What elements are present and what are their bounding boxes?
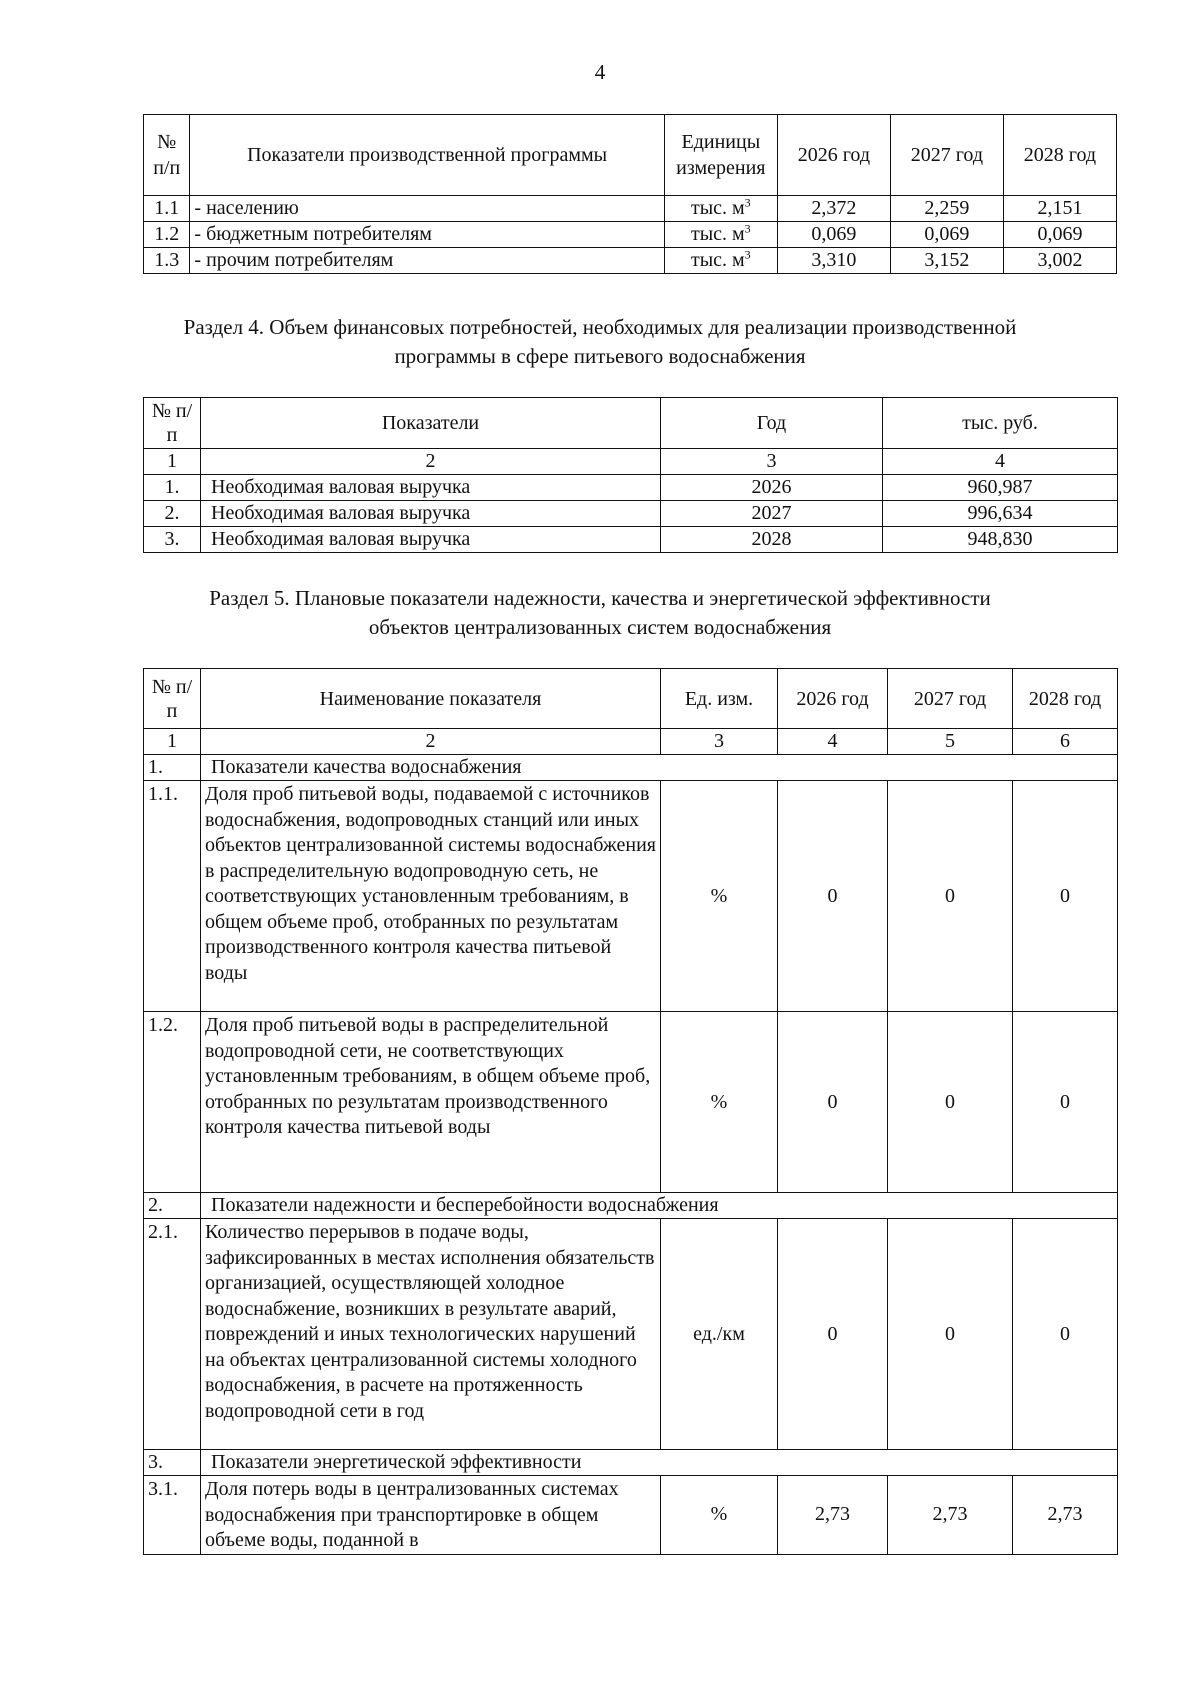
- group-title: Показатели надежности и бесперебойности водоснабжения: [201, 1193, 1118, 1219]
- table-header-row: [144, 115, 1117, 196]
- value-2027: 0: [888, 1219, 1013, 1450]
- row-year: 2026: [661, 475, 883, 501]
- value-2027: 0: [888, 1012, 1013, 1193]
- row-num: 1.2: [144, 222, 190, 248]
- section5-title-line1: Раздел 5. Плановые показатели надежности, качества и энергетической эффективности: [209, 586, 991, 610]
- value-2027: 2,259: [890, 196, 1003, 222]
- table-row: [144, 1219, 1118, 1450]
- row-name: Необходимая валовая выручка: [201, 475, 661, 501]
- col-number: 3: [661, 729, 778, 755]
- header-2028: 2028 год: [1013, 669, 1118, 729]
- col-number: 1: [144, 449, 201, 475]
- row-num: 1.2.: [144, 1012, 201, 1193]
- row-unit: %: [661, 1476, 778, 1555]
- section4-title-line2: программы в сфере питьевого водоснабжения: [394, 344, 806, 368]
- page-number: 4: [594, 60, 606, 84]
- header-2027: 2027 год: [888, 669, 1013, 729]
- value-2028: 3,002: [1003, 248, 1116, 274]
- row-name: - бюджетным потребителям: [190, 222, 664, 248]
- table-row: [144, 475, 1118, 501]
- row-unit: %: [661, 781, 778, 1012]
- header-num: № п/п: [144, 669, 201, 729]
- header-num: № п/п: [144, 398, 201, 449]
- unit-sup: 3: [744, 247, 751, 262]
- row-unit: ед./км: [661, 1219, 778, 1450]
- header-2028: 2028 год: [1003, 115, 1116, 196]
- row-name: Необходимая валовая выручка: [201, 501, 661, 527]
- value-2028: 0: [1013, 1012, 1118, 1193]
- value-2028: 0: [1013, 781, 1118, 1012]
- group-title: Показатели энергетической эффективности: [201, 1450, 1118, 1476]
- row-year: 2027: [661, 501, 883, 527]
- row-name: Количество перерывов в подаче воды, зафиксированных в местах исполнения обязательств организацией, осуществляющей холодное водоснабжение, возникших в результате аварий, повреждений и иных технологических нарушений на объектах централизованной системы холодного водоснабжения, в расчете на протяженность водопроводной сети в год: [201, 1219, 661, 1450]
- value-2027: 0,069: [890, 222, 1003, 248]
- section4-title-line1: Раздел 4. Объем финансовых потребностей, необходимых для реализации производственной: [183, 315, 1017, 339]
- unit-text: тыс. м: [690, 223, 745, 245]
- row-unit: [664, 196, 777, 222]
- table-row: [144, 781, 1118, 1012]
- header-unit: Ед. изм.: [661, 669, 778, 729]
- reliability-indicators-table: [143, 668, 1118, 1555]
- table-row: [144, 248, 1117, 274]
- unit-sup: 3: [744, 195, 751, 210]
- row-name: - населению: [190, 196, 664, 222]
- col-number: 1: [144, 729, 201, 755]
- row-year: 2028: [661, 527, 883, 553]
- group-num: 3.: [144, 1450, 201, 1476]
- col-number: 5: [888, 729, 1013, 755]
- group-num: 1.: [144, 755, 201, 781]
- col-number: 2: [201, 729, 661, 755]
- value-2026: 2,372: [777, 196, 890, 222]
- value-2026: 2,73: [778, 1476, 888, 1555]
- table-header-row: [144, 669, 1118, 729]
- table-row: [144, 501, 1118, 527]
- table-row: [144, 527, 1118, 553]
- header-indicator-name: Наименование показателя: [201, 669, 661, 729]
- value-2026: 0: [778, 1219, 888, 1450]
- row-num: 3.: [144, 527, 201, 553]
- unit-text: тыс. м: [690, 249, 745, 271]
- table-row: [144, 1476, 1118, 1555]
- header-2026: 2026 год: [777, 115, 890, 196]
- row-num: 1.1.: [144, 781, 201, 1012]
- unit-text: тыс. м: [690, 197, 745, 219]
- table-header-row: [144, 398, 1118, 449]
- header-units: Единицы измерения: [664, 115, 777, 196]
- row-num: 2.1.: [144, 1219, 201, 1450]
- table-row: [144, 222, 1117, 248]
- col-number: 2: [201, 449, 661, 475]
- value-2028: 0,069: [1003, 222, 1116, 248]
- header-indicators: Показатели: [201, 398, 661, 449]
- production-program-table: [143, 114, 1117, 274]
- row-value: 960,987: [883, 475, 1118, 501]
- unit-sup: 3: [744, 221, 751, 236]
- row-num: 1.: [144, 475, 201, 501]
- group-title: Показатели качества водоснабжения: [201, 755, 1118, 781]
- value-2027: 3,152: [890, 248, 1003, 274]
- section5-title: [0, 584, 1200, 642]
- section5-title-line2: объектов централизованных систем водоснабжения: [368, 615, 832, 639]
- row-name: Доля проб питьевой воды в распределительной водопроводной сети, не соответствующих установленным требованиям, в общем объеме проб, отобранных по результатам производственного контроля качества питьевой воды: [201, 1012, 661, 1193]
- group-row: [144, 1450, 1118, 1476]
- value-2027: 0: [888, 781, 1013, 1012]
- value-2027: 2,73: [888, 1476, 1013, 1555]
- col-number: 6: [1013, 729, 1118, 755]
- row-name: Необходимая валовая выручка: [201, 527, 661, 553]
- row-num: 1.3: [144, 248, 190, 274]
- row-num: 1.1: [144, 196, 190, 222]
- group-num: 2.: [144, 1193, 201, 1219]
- row-name: Доля проб питьевой воды, подаваемой с источников водоснабжения, водопроводных станций или иных объектов централизованной системы водоснабжения в распределительную водопроводную сеть, не соответствующих установленным требованиям, в общем объеме проб, отобранных по результатам производственного контроля качества питьевой воды: [201, 781, 661, 1012]
- col-number: 4: [883, 449, 1118, 475]
- group-row: [144, 755, 1118, 781]
- value-2026: 0: [778, 1012, 888, 1193]
- header-indicators: Показатели производственной программы: [190, 115, 664, 196]
- row-unit: [664, 248, 777, 274]
- col-number: 4: [778, 729, 888, 755]
- row-value: 948,830: [883, 527, 1118, 553]
- header-amount: тыс. руб.: [883, 398, 1118, 449]
- row-name: - прочим потребителям: [190, 248, 664, 274]
- column-number-row: [144, 729, 1118, 755]
- row-unit: [664, 222, 777, 248]
- value-2028: 0: [1013, 1219, 1118, 1450]
- col-number: 3: [661, 449, 883, 475]
- value-2026: 0,069: [777, 222, 890, 248]
- header-num: № п/п: [144, 115, 190, 196]
- header-2027: 2027 год: [890, 115, 1003, 196]
- table-row: [144, 196, 1117, 222]
- table-row: [144, 1012, 1118, 1193]
- financial-needs-table: [143, 397, 1118, 553]
- value-2028: 2,73: [1013, 1476, 1118, 1555]
- row-num: 2.: [144, 501, 201, 527]
- row-num: 3.1.: [144, 1476, 201, 1555]
- value-2026: 3,310: [777, 248, 890, 274]
- value-2026: 0: [778, 781, 888, 1012]
- header-year: Год: [661, 398, 883, 449]
- row-unit: %: [661, 1012, 778, 1193]
- value-2028: 2,151: [1003, 196, 1116, 222]
- section4-title: [0, 313, 1200, 371]
- row-name: Доля потерь воды в централизованных системах водоснабжения при транспортировке в общем объеме воды, поданной в: [201, 1476, 661, 1555]
- row-value: 996,634: [883, 501, 1118, 527]
- header-2026: 2026 год: [778, 669, 888, 729]
- column-number-row: [144, 449, 1118, 475]
- group-row: [144, 1193, 1118, 1219]
